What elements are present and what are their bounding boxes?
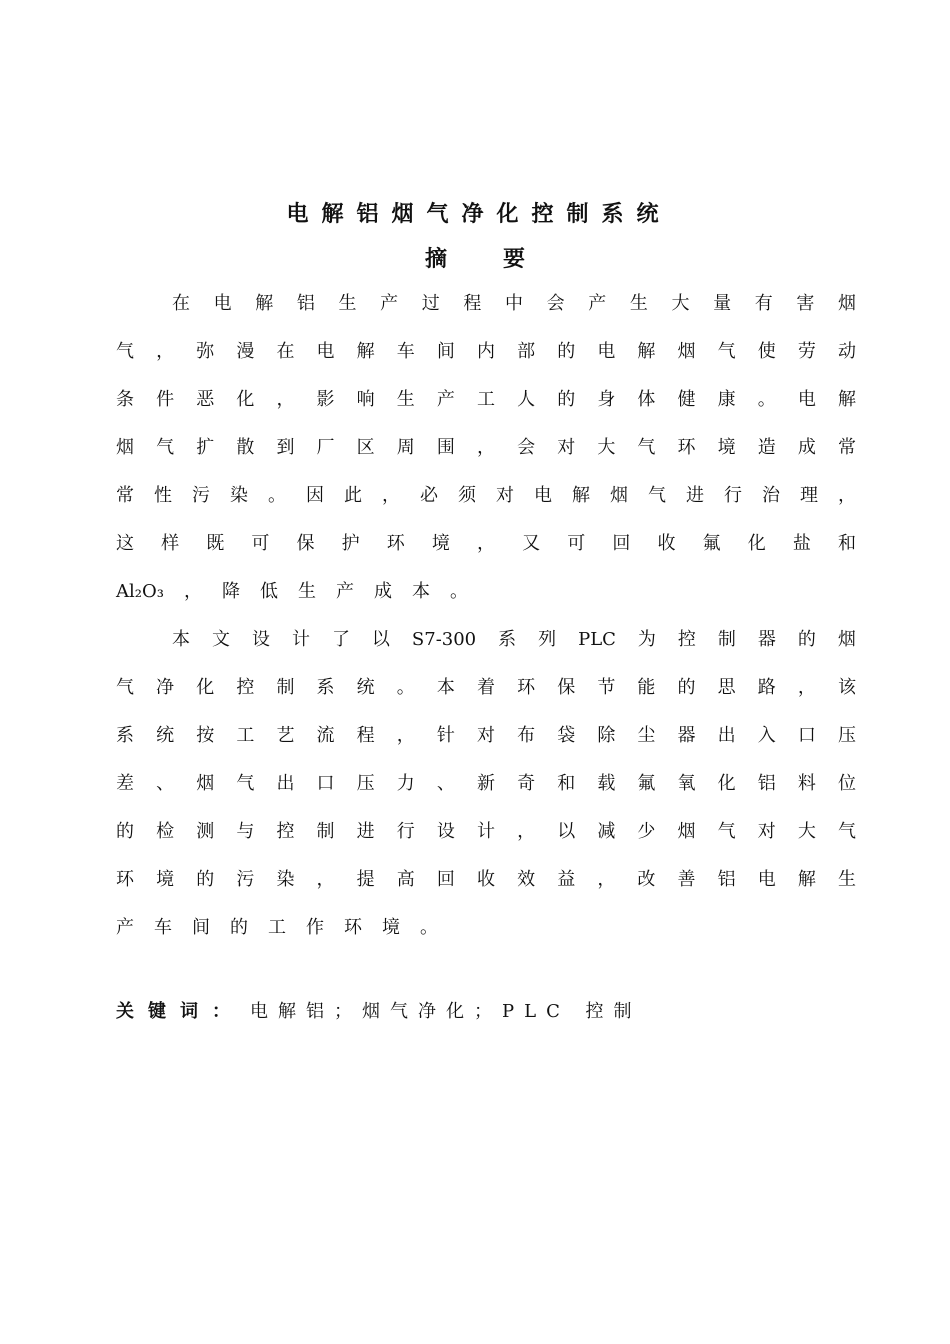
paragraph-line: 这 样 既 可 保 护 环 境 ， 又 可 回 收 氟 化 盐 和: [116, 533, 856, 554]
abstract-paragraphs: [116, 286, 856, 958]
keywords-line: [116, 994, 856, 1030]
paragraph-line: 气 ， 弥 漫 在 电 解 车 间 内 部 的 电 解 烟 气 使 劳 动: [116, 341, 856, 362]
keywords-values: 电解铝；烟气净化；PLC 控制: [250, 1001, 642, 1022]
paragraph-line: 系 统 按 工 艺 流 程 ， 针 对 布 袋 除 尘 器 出 入 口 压: [116, 725, 856, 746]
paragraph-line: 产 车 间 的 工 作 环 境 。: [116, 917, 438, 938]
document-title: 电解铝烟气净化控制系统: [286, 202, 672, 227]
paragraph-line: 在 电 解 铝 生 产 过 程 中 会 产 生 大 量 有 害 烟: [172, 293, 856, 314]
abstract-heading-char-2: 要: [503, 247, 526, 272]
keywords-label: 关键词：: [116, 1001, 244, 1022]
paragraph-line: 烟 气 扩 散 到 厂 区 周 围 ， 会 对 大 气 环 境 造 成 常: [116, 437, 856, 458]
abstract-heading: [0, 242, 950, 273]
paragraph-line: 气 净 化 控 制 系 统 。 本 着 环 保 节 能 的 思 路 ， 该: [116, 677, 856, 698]
paragraph-line: 条 件 恶 化 ， 影 响 生 产 工 人 的 身 体 健 康 。 电 解: [116, 389, 856, 410]
paragraph-line: Al₂O₃ ， 降 低 生 产 成 本 。: [116, 581, 468, 602]
paragraph-line: 差 、 烟 气 出 口 压 力 、 新 奇 和 载 氟 氧 化 铝 料 位: [116, 773, 856, 794]
paragraph-line: 的 检 测 与 控 制 进 行 设 计 ， 以 减 少 烟 气 对 大 气: [116, 821, 856, 842]
paragraph-line: 环 境 的 污 染 ， 提 高 回 收 效 益 ， 改 善 铝 电 解 生: [116, 869, 856, 890]
abstract-heading-char-1: 摘: [424, 247, 447, 272]
paragraph-line: 常 性 污 染 。 因 此 ， 必 须 对 电 解 烟 气 进 行 治 理 ，: [116, 485, 856, 506]
paragraph-line: 本 文 设 计 了 以 S7-300 系 列 PLC 为 控 制 器 的 烟: [172, 629, 856, 650]
abstract-body: [116, 286, 856, 1030]
